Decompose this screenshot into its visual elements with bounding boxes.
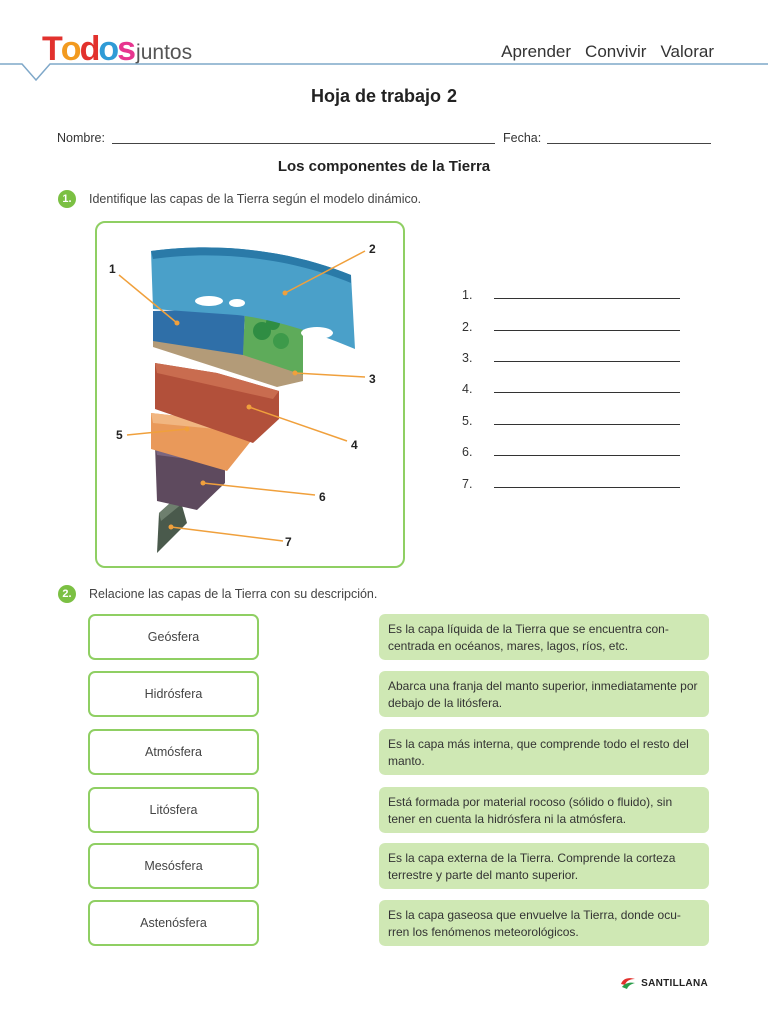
logo-letter: o bbox=[98, 30, 118, 68]
cloud bbox=[301, 327, 333, 339]
description-6[interactable]: Es la capa gaseosa que envuelve la Tierra, donde ocu-rren los fenómenos meteorológicos. bbox=[379, 900, 709, 946]
description-5[interactable]: Es la capa externa de la Tierra. Comprende la corteza terrestre y parte del manto superior. bbox=[379, 843, 709, 889]
date-label: Fecha: bbox=[503, 131, 542, 145]
question-2-text: Relacione las capas de la Tierra con su descripción. bbox=[89, 587, 378, 601]
logo-wordmark bbox=[42, 32, 134, 66]
answer-number: 7. bbox=[462, 477, 473, 491]
answer-row-2 bbox=[462, 320, 682, 336]
answer-row-3 bbox=[462, 351, 682, 367]
answer-number: 2. bbox=[462, 320, 473, 334]
logo-letter: d bbox=[79, 30, 99, 68]
term-astenosfera[interactable]: Astenósfera bbox=[88, 900, 259, 946]
answer-number: 5. bbox=[462, 414, 473, 428]
answer-number: 3. bbox=[462, 351, 473, 365]
date-field[interactable] bbox=[547, 143, 711, 144]
answer-line-1[interactable] bbox=[494, 298, 680, 299]
term-mesosfera[interactable]: Mesósfera bbox=[88, 843, 259, 889]
answer-row-4 bbox=[462, 382, 682, 398]
todos-juntos-logo bbox=[42, 30, 192, 66]
answer-number: 1. bbox=[462, 288, 473, 302]
name-field[interactable] bbox=[112, 143, 495, 144]
answer-number: 6. bbox=[462, 445, 473, 459]
nav-convivir[interactable]: Convivir bbox=[585, 42, 647, 61]
answer-line-3[interactable] bbox=[494, 361, 680, 362]
answer-row-5 bbox=[462, 414, 682, 430]
question-1-badge: 1. bbox=[58, 190, 76, 208]
logo-letter: o bbox=[60, 30, 80, 68]
nav-valorar[interactable]: Valorar bbox=[660, 42, 714, 61]
logo-suffix: juntos bbox=[136, 41, 193, 64]
diagram-label-7: 7 bbox=[285, 535, 292, 549]
answer-number: 4. bbox=[462, 382, 473, 396]
sheet-number: 2 bbox=[447, 86, 458, 106]
diagram-label-2: 2 bbox=[369, 242, 376, 256]
diagram-label-4: 4 bbox=[351, 438, 358, 452]
answer-row-6 bbox=[462, 445, 682, 461]
santillana-logo bbox=[619, 976, 708, 990]
answer-line-2[interactable] bbox=[494, 330, 680, 331]
logo-letter: s bbox=[117, 30, 135, 68]
diagram-label-1: 1 bbox=[109, 262, 116, 276]
logo-letter: T bbox=[42, 30, 61, 68]
title-text: Hoja de trabajo bbox=[310, 86, 441, 106]
diagram-label-3: 3 bbox=[369, 372, 376, 386]
earth-layers-diagram bbox=[95, 221, 405, 568]
answer-line-4[interactable] bbox=[494, 392, 680, 393]
answer-line-7[interactable] bbox=[494, 487, 680, 488]
answer-row-1 bbox=[462, 288, 682, 304]
earth-layers-illustration bbox=[97, 223, 403, 566]
description-1[interactable]: Es la capa líquida de la Tierra que se encuentra con-centrada en océanos, mares, lagos, ríos, etc. bbox=[379, 614, 709, 660]
term-hidrosfera[interactable]: Hidrósfera bbox=[88, 671, 259, 717]
term-litosfera[interactable]: Litósfera bbox=[88, 787, 259, 833]
diagram-label-6: 6 bbox=[319, 490, 326, 504]
answer-line-6[interactable] bbox=[494, 455, 680, 456]
term-atmosfera[interactable]: Atmósfera bbox=[88, 729, 259, 775]
answer-line-5[interactable] bbox=[494, 424, 680, 425]
description-3[interactable]: Es la capa más interna, que comprende todo el resto del manto. bbox=[379, 729, 709, 775]
answer-row-7 bbox=[462, 477, 682, 493]
cloud bbox=[195, 296, 223, 306]
term-geosfera[interactable]: Geósfera bbox=[88, 614, 259, 660]
diagram-label-5: 5 bbox=[116, 428, 123, 442]
publisher-name: SANTILLANA bbox=[641, 977, 708, 989]
cloud bbox=[229, 299, 245, 307]
header-divider bbox=[0, 62, 768, 82]
tree bbox=[273, 333, 289, 349]
section-title: Los componentes de la Tierra bbox=[277, 158, 491, 175]
question-2-badge: 2. bbox=[58, 585, 76, 603]
page-title bbox=[0, 86, 768, 107]
santillana-emblem-icon bbox=[619, 976, 637, 990]
question-1-text: Identifique las capas de la Tierra según el modelo dinámico. bbox=[89, 192, 422, 206]
nav-aprender[interactable]: Aprender bbox=[501, 42, 572, 61]
name-date-fields bbox=[57, 131, 711, 147]
header-nav bbox=[501, 42, 714, 62]
name-label: Nombre: bbox=[57, 131, 105, 145]
description-2[interactable]: Abarca una franja del manto superior, inmediatamente por debajo de la litósfera. bbox=[379, 671, 709, 717]
description-4[interactable]: Está formada por material rocoso (sólido o fluido), sin tener en cuenta la hidrósfera ni la atmósfera. bbox=[379, 787, 709, 833]
